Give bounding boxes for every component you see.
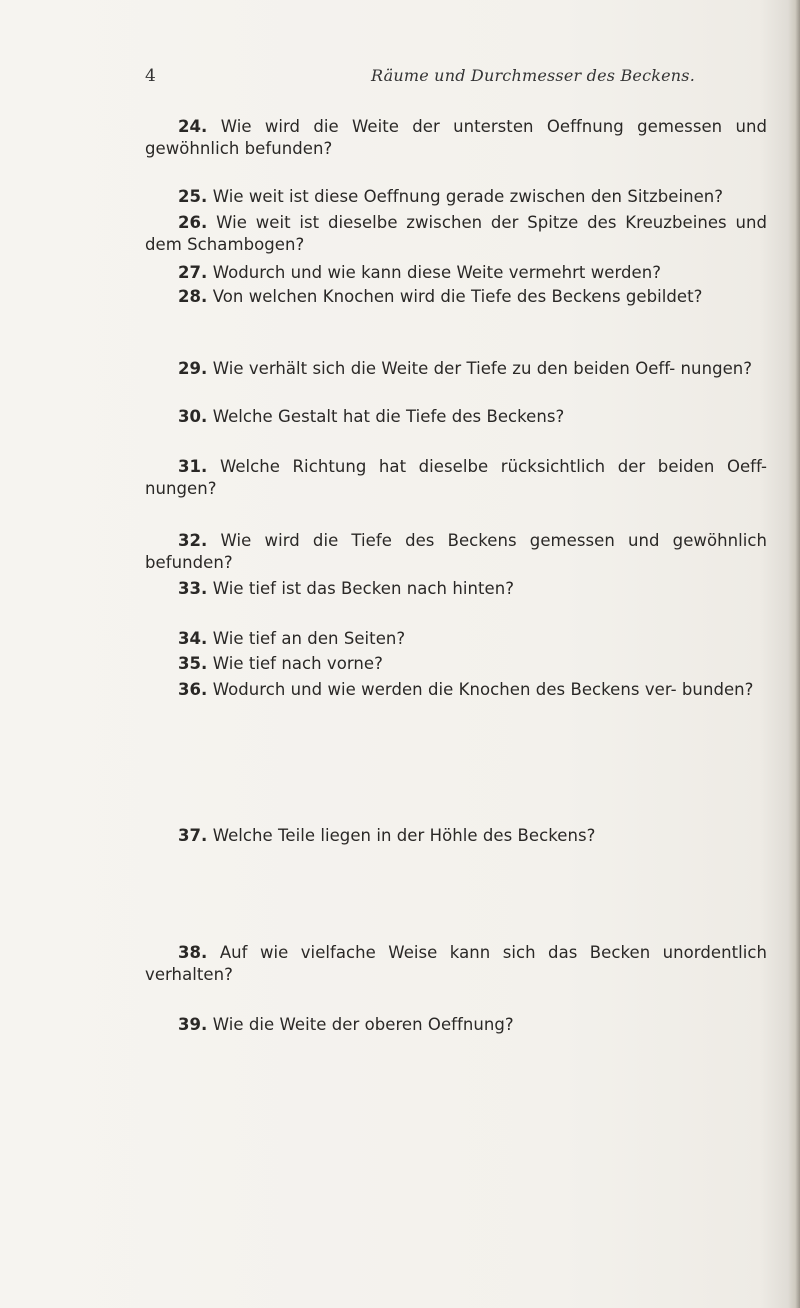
page-edge-shadow [788,0,800,1308]
question-text: Wie tief an den Seiten? [212,629,406,648]
question-number: 24. [178,117,208,136]
question-31 [145,456,767,500]
question-number: 27. [178,263,208,282]
question-number: 25. [178,187,208,206]
question-number: 32. [178,531,208,550]
question-39 [145,1014,767,1036]
question-36 [145,679,767,701]
question-text: Wodurch und wie werden die Knochen des Beckens ver- bunden? [212,680,754,699]
page-number: 4 [145,66,156,86]
question-text: Wie weit ist diese Oeffnung gerade zwischen den Sitzbeinen? [212,187,724,206]
question-number: 39. [178,1015,208,1034]
question-number: 26. [178,213,208,232]
question-text: Von welchen Knochen wird die Tiefe des Beckens gebildet? [212,287,703,306]
question-text: Wodurch und wie kann diese Weite vermehrt werden? [212,263,662,282]
question-37 [145,825,767,847]
question-25 [145,186,767,208]
question-text: Wie wird die Tiefe des Beckens gemessen und gewöhnlich befunden? [145,531,767,572]
question-number: 37. [178,826,208,845]
question-text: Wie tief nach vorne? [212,654,383,673]
question-number: 38. [178,943,208,962]
question-number: 35. [178,654,208,673]
question-text: Welche Teile liegen in der Höhle des Beckens? [212,826,596,845]
question-30 [145,406,767,428]
question-number: 34. [178,629,208,648]
question-text: Welche Gestalt hat die Tiefe des Beckens? [212,407,565,426]
question-35 [145,653,767,675]
question-24 [145,116,767,160]
question-text: Wie tief ist das Becken nach hinten? [212,579,515,598]
question-text: Wie wird die Weite der untersten Oeffnung gemessen und gewöhnlich befunden? [145,117,767,158]
question-27 [145,262,767,284]
question-text: Welche Richtung hat dieselbe rücksichtlich der beiden Oeff- nungen? [145,457,767,498]
question-33 [145,578,767,600]
question-number: 29. [178,359,208,378]
question-text: Wie weit ist dieselbe zwischen der Spitze des Kreuzbeines und dem Schambogen? [145,213,767,254]
question-28 [145,286,767,308]
question-38 [145,942,767,986]
question-text: Wie die Weite der oberen Oeffnung? [212,1015,514,1034]
question-number: 30. [178,407,208,426]
question-26 [145,212,767,256]
question-number: 28. [178,287,208,306]
question-text: Auf wie vielfache Weise kann sich das Becken unordentlich verhalten? [145,943,767,984]
question-text: Wie verhält sich die Weite der Tiefe zu den beiden Oeff- nungen? [212,359,753,378]
question-29 [145,358,767,380]
running-title: Räume und Durchmesser des Beckens. [371,66,695,85]
question-34 [145,628,767,650]
question-number: 31. [178,457,208,476]
question-number: 36. [178,680,208,699]
question-32 [145,530,767,574]
page-header [145,66,765,90]
question-number: 33. [178,579,208,598]
